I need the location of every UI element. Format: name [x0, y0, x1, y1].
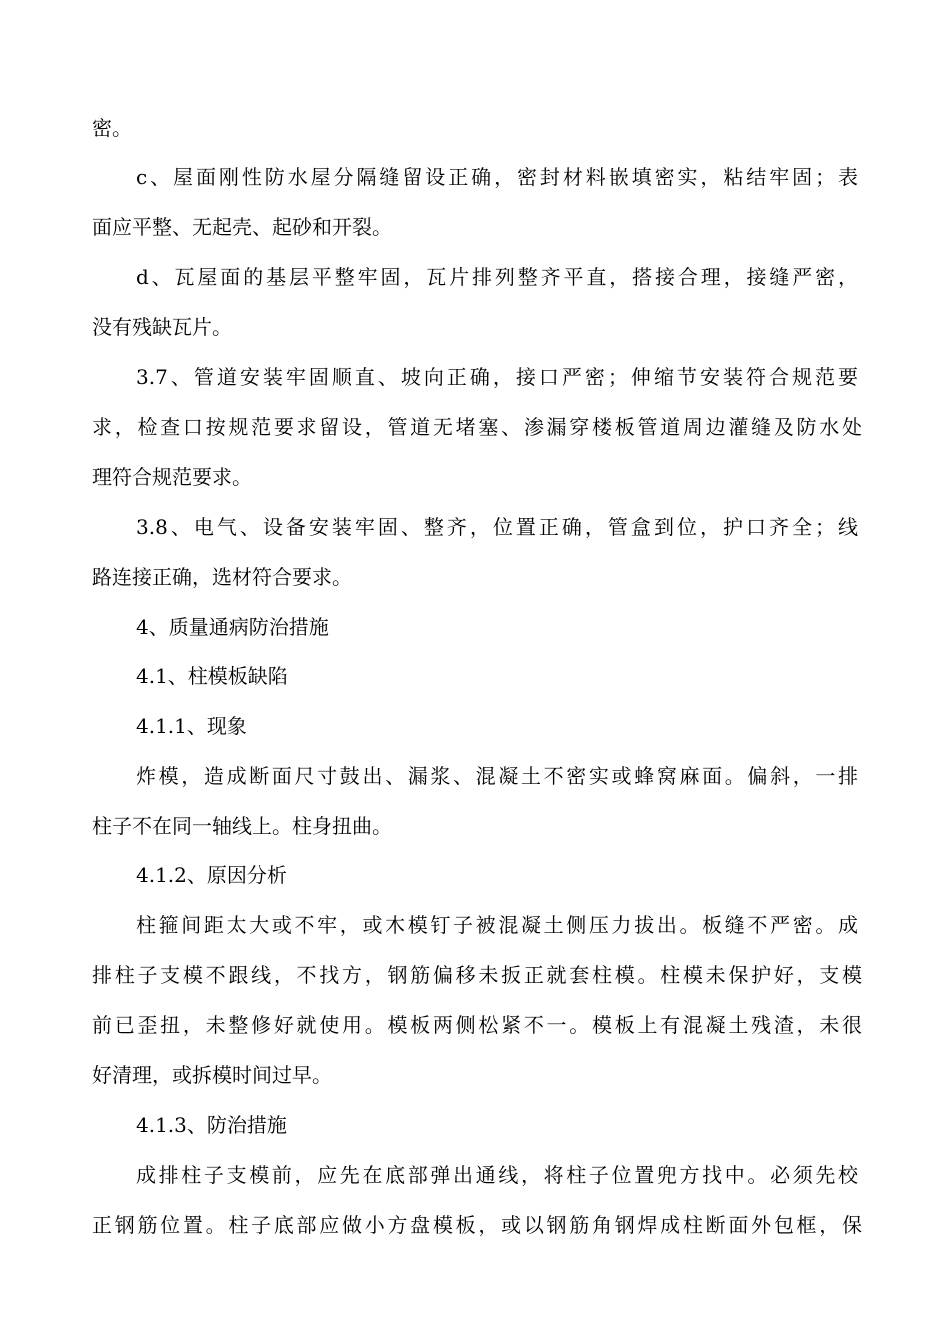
text-line: 理符合规范要求。: [92, 465, 252, 489]
text-line: 正钢筋位置。柱子底部应做小方盘模板，或以钢筋角钢焊成柱断面外包框，保: [92, 1213, 862, 1237]
text-line: 前已歪扭，未整修好就使用。模板两侧松紧不一。模板上有混凝土残渣，未很: [92, 1013, 862, 1037]
text-line: 路连接正确，选材符合要求。: [92, 565, 352, 589]
text-line: d、瓦屋面的基层平整牢固，瓦片排列整齐平直，搭接合理，接缝严密，: [136, 265, 858, 289]
text-line: 没有残缺瓦片。: [92, 315, 232, 339]
section-heading: 4.1.3、防治措施: [136, 1113, 287, 1137]
section-heading: 4.1.2、原因分析: [136, 863, 287, 887]
text-line: 密。: [92, 116, 132, 140]
text-line: c、屋面刚性防水屋分隔缝留设正确，密封材料嵌填密实，粘结牢固；表: [136, 165, 858, 189]
section-heading: 4.1.1、现象: [136, 714, 247, 738]
text-line: 3.8、电气、设备安装牢固、整齐，位置正确，管盒到位，护口齐全；线: [136, 515, 858, 539]
section-heading: 4.1、柱模板缺陷: [136, 664, 288, 688]
text-line: 求，检查口按规范要求留设，管道无堵塞、渗漏穿楼板管道周边灌缝及防水处: [92, 415, 862, 439]
section-heading: 4、质量通病防治措施: [136, 615, 329, 639]
text-line: 柱箍间距太大或不牢，或木模钉子被混凝土侧压力拔出。板缝不严密。成: [136, 913, 858, 937]
text-line: 3.7、管道安装牢固顺直、坡向正确，接口严密；伸缩节安装符合规范要: [136, 365, 858, 389]
text-line: 炸模，造成断面尺寸鼓出、漏浆、混凝土不密实或蜂窝麻面。偏斜，一排: [136, 764, 858, 788]
text-line: 面应平整、无起壳、起砂和开裂。: [92, 215, 392, 239]
text-line: 柱子不在同一轴线上。柱身扭曲。: [92, 814, 392, 838]
text-line: 排柱子支模不跟线，不找方，钢筋偏移未扳正就套柱模。柱模未保护好，支模: [92, 963, 862, 987]
text-line: 好清理，或拆模时间过早。: [92, 1063, 332, 1087]
text-line: 成排柱子支模前，应先在底部弹出通线，将柱子位置兜方找中。必须先校: [136, 1163, 858, 1187]
